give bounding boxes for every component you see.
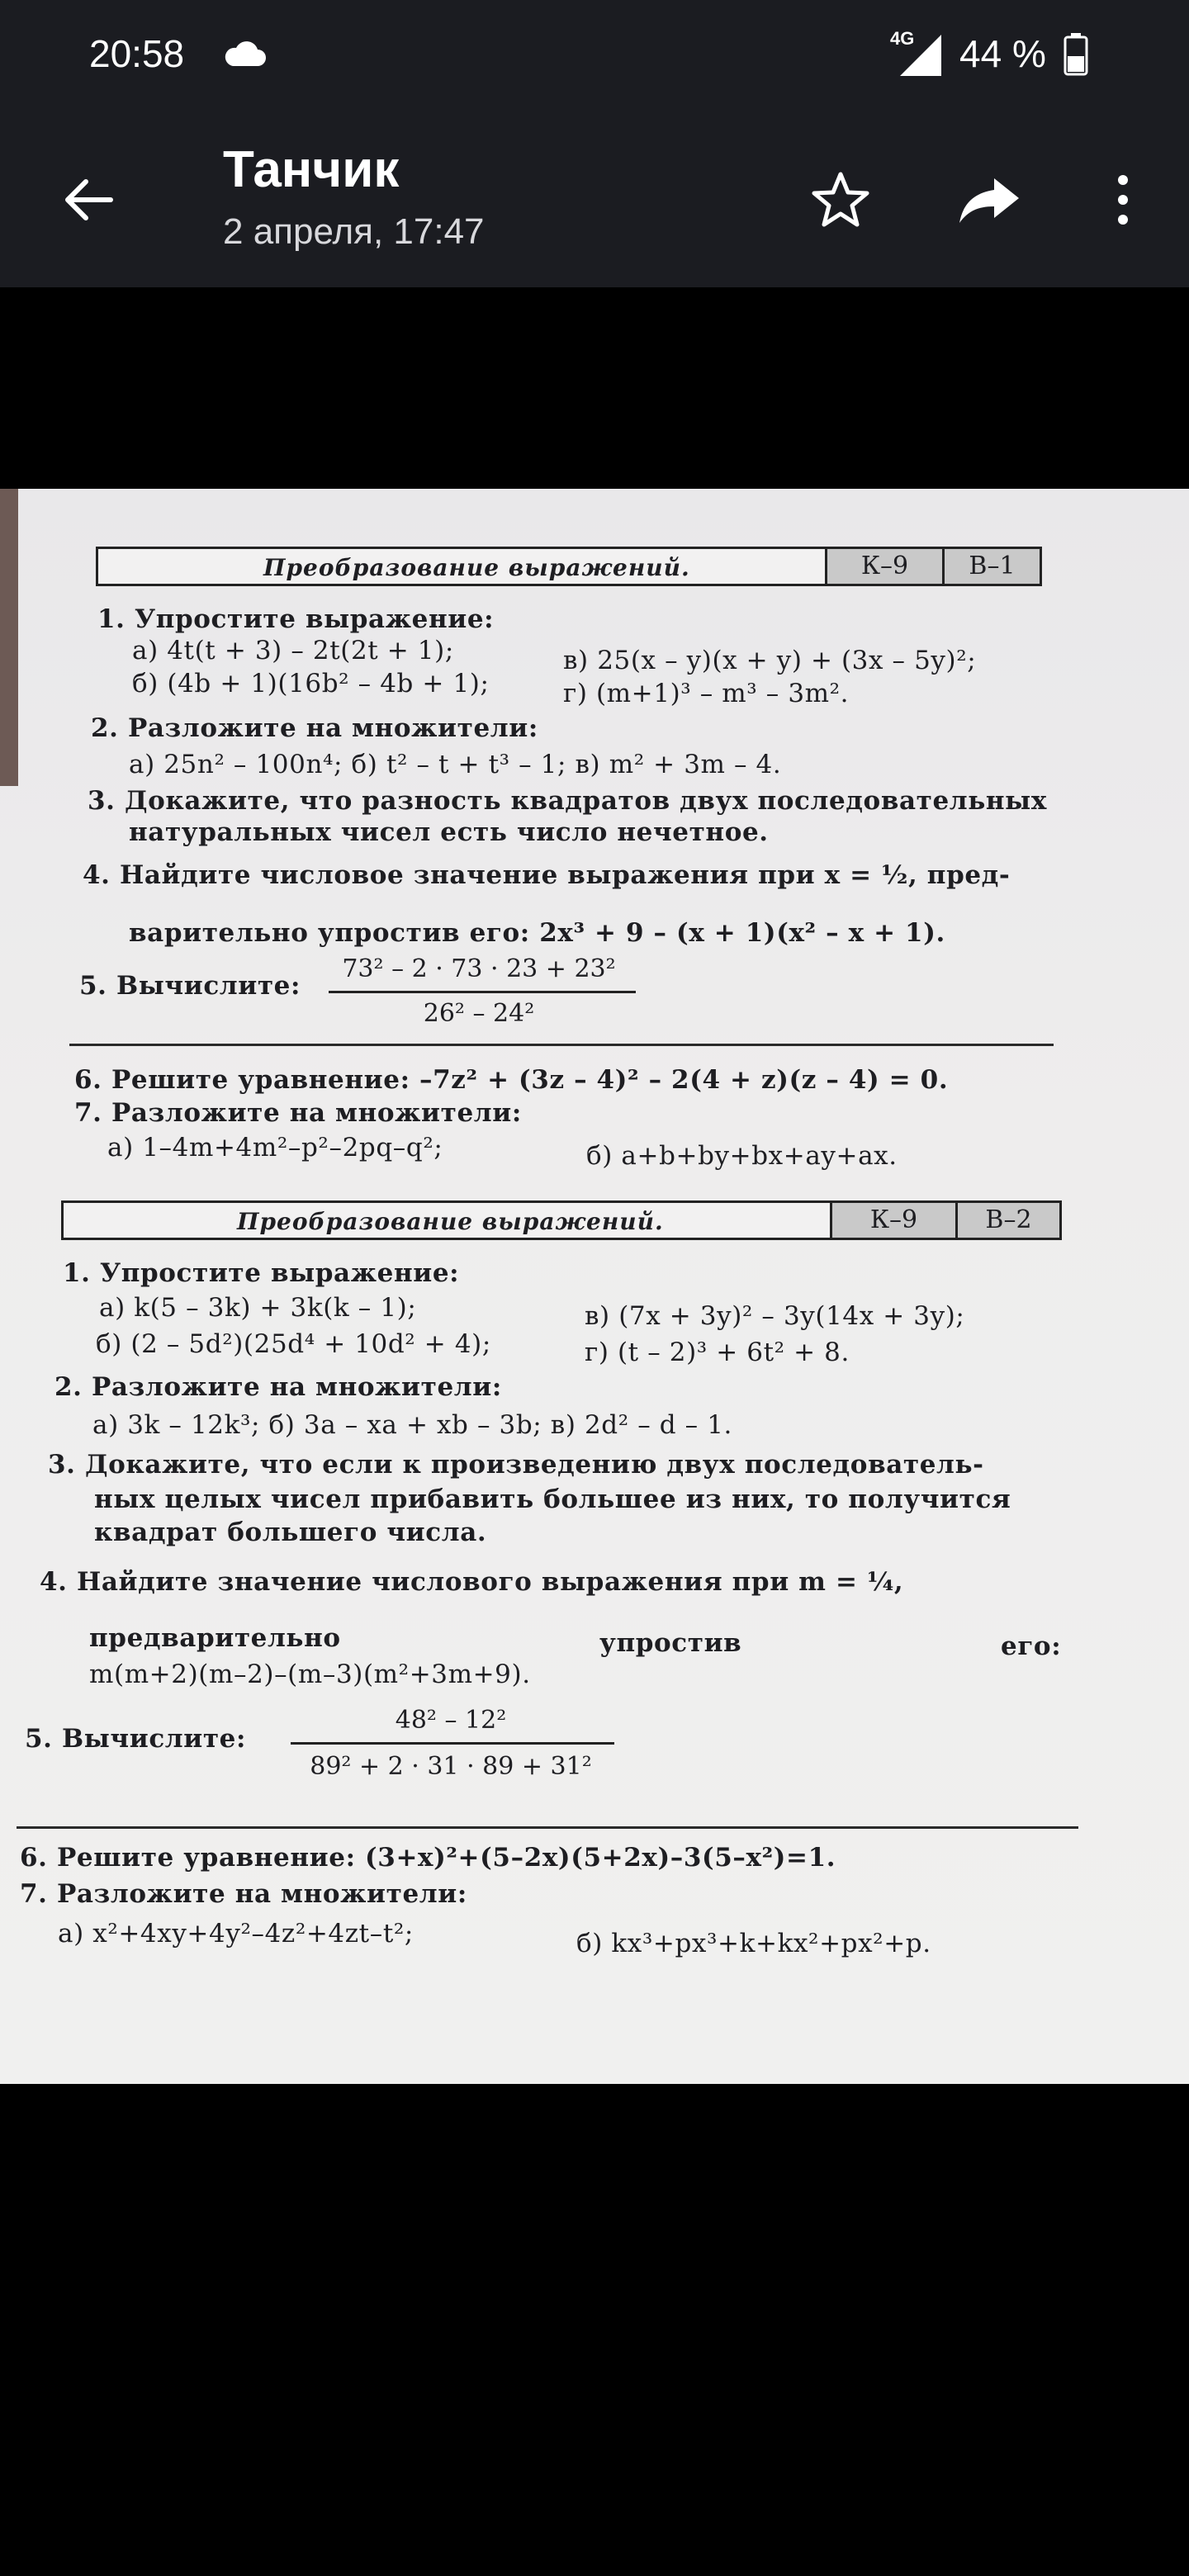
v1-divider bbox=[69, 1044, 1054, 1046]
v2-task4-word2: упростив bbox=[599, 1628, 742, 1658]
v1-task1b: б) (4b + 1)(16b² – 4b + 1); bbox=[132, 669, 490, 698]
v2-task3-line3: квадрат большего числа. bbox=[94, 1518, 487, 1547]
back-arrow-icon bbox=[61, 177, 114, 223]
v2-task3-line2: ных целых чисел прибавить большее из них, то получится bbox=[94, 1485, 1011, 1514]
v2-task7b: б) kx³+px³+k+kx²+px²+p. bbox=[576, 1929, 931, 1958]
v1-task1: 1. Упростите выражение: bbox=[97, 604, 495, 634]
v2-task2-items: а) 3k – 12k³; б) 3a – xa + xb – 3b; в) 2d² – d – 1. bbox=[92, 1410, 733, 1440]
v1-task4-line1: 4. Найдите числовое значение выражения при x = ½, пред- bbox=[83, 860, 1011, 890]
v2-fraction-numerator: 48² – 12² bbox=[395, 1706, 507, 1735]
variant1-tag-class: К–9 bbox=[825, 549, 942, 584]
v1-task1a: а) 4t(t + 3) – 2t(2t + 1); bbox=[132, 636, 454, 665]
v1-task7: 7. Разложите на множители: bbox=[74, 1098, 522, 1128]
v1-task7a: а) 1–4m+4m²–p²–2pq–q²; bbox=[107, 1133, 443, 1163]
status-time: 20:58 bbox=[89, 32, 185, 75]
network-type: 4G bbox=[890, 28, 915, 49]
v2-task2: 2. Разложите на множители: bbox=[54, 1372, 502, 1402]
cloud-icon bbox=[221, 41, 268, 68]
more-vertical-icon bbox=[1115, 173, 1131, 226]
v1-task2-items: а) 25n² – 100n⁴; б) t² – t + t³ – 1; в) m² + 3m – 4. bbox=[129, 750, 782, 779]
v2-fraction-denominator: 89² + 2 · 31 · 89 + 31² bbox=[310, 1752, 592, 1781]
share-icon bbox=[958, 175, 1021, 225]
variant2-header bbox=[61, 1200, 1062, 1240]
v2-task1b: б) (2 – 5d²)(25d⁴ + 10d² + 4); bbox=[96, 1329, 491, 1359]
v2-task5: 5. Вычислите: bbox=[25, 1724, 247, 1754]
more-options-button[interactable] bbox=[1085, 162, 1161, 238]
v2-task1a: а) k(5 – 3k) + 3k(k – 1); bbox=[99, 1293, 417, 1323]
v1-task1g: г) (m+1)³ – m³ – 3m². bbox=[563, 679, 850, 708]
variant2-tag-variant: В–2 bbox=[955, 1203, 1059, 1238]
star-icon bbox=[811, 171, 870, 229]
app-bar bbox=[0, 112, 1189, 287]
variant2-title: Преобразование выражений. bbox=[237, 1208, 664, 1235]
variant1-title: Преобразование выражений. bbox=[263, 554, 690, 581]
message-photo[interactable] bbox=[0, 489, 1189, 2084]
v1-fraction-numerator: 73² – 2 · 73 · 23 + 23² bbox=[342, 954, 616, 983]
v1-task4-line2: варительно упростив его: 2x³ + 9 – (x + 1)(x² – x + 1). bbox=[129, 918, 945, 948]
v2-task1g: г) (t – 2)³ + 6t² + 8. bbox=[585, 1338, 850, 1367]
v2-divider bbox=[17, 1826, 1078, 1829]
contact-name: Танчик bbox=[223, 141, 400, 198]
v2-task6: 6. Решите уравнение: (3+x)²+(5–2x)(5+2x)–3(5–x²)=1. bbox=[20, 1843, 836, 1873]
v1-task3-line2: натуральных чисел есть число нечетное. bbox=[129, 817, 769, 847]
v2-task4-line1: 4. Найдите значение числового выражения при m = ¼, bbox=[40, 1567, 904, 1597]
v2-task3-line1: 3. Докажите, что если к произведению двух последователь- bbox=[48, 1450, 984, 1480]
v2-task7: 7. Разложите на множители: bbox=[20, 1879, 467, 1909]
message-date: 2 апреля, 17:47 bbox=[223, 211, 485, 252]
v1-fraction-denominator: 26² – 24² bbox=[423, 999, 535, 1028]
v2-task4-expression: m(m+2)(m–2)–(m–3)(m²+3m+9). bbox=[89, 1660, 531, 1689]
v1-task6: 6. Решите уравнение: –7z² + (3z – 4)² – 2(4 + z)(z – 4) = 0. bbox=[74, 1065, 949, 1095]
battery-percent: 44 % bbox=[959, 32, 1046, 75]
star-button[interactable] bbox=[803, 162, 879, 238]
variant1-header bbox=[96, 547, 1042, 586]
v1-fraction-bar bbox=[329, 991, 636, 993]
v2-task4-word1: предварительно bbox=[89, 1623, 341, 1653]
status-bar bbox=[0, 0, 1189, 112]
v2-task7a: а) x²+4xy+4y²–4z²+4zt–t²; bbox=[58, 1919, 414, 1949]
battery-icon bbox=[1063, 33, 1088, 76]
worksheet bbox=[0, 489, 1189, 2084]
v1-task3-line1: 3. Докажите, что разность квадратов двух последовательных bbox=[88, 786, 1047, 816]
v1-task2: 2. Разложите на множители: bbox=[91, 713, 538, 743]
variant2-tag-class: К–9 bbox=[830, 1203, 955, 1238]
v2-fraction-bar bbox=[291, 1742, 614, 1745]
variant1-tag-variant: В–1 bbox=[942, 549, 1040, 584]
back-button[interactable] bbox=[50, 162, 126, 238]
v2-task1v: в) (7x + 3y)² – 3y(14x + 3y); bbox=[585, 1301, 965, 1331]
v2-task4-word3: его: bbox=[1001, 1631, 1062, 1661]
v1-task1v: в) 25(x – y)(x + y) + (3x – 5y)²; bbox=[563, 646, 977, 675]
share-button[interactable] bbox=[951, 162, 1027, 238]
v2-task1: 1. Упростите выражение: bbox=[63, 1258, 460, 1288]
v1-task5: 5. Вычислите: bbox=[79, 971, 301, 1001]
v1-task7b: б) a+b+by+bx+ay+ax. bbox=[586, 1141, 898, 1171]
